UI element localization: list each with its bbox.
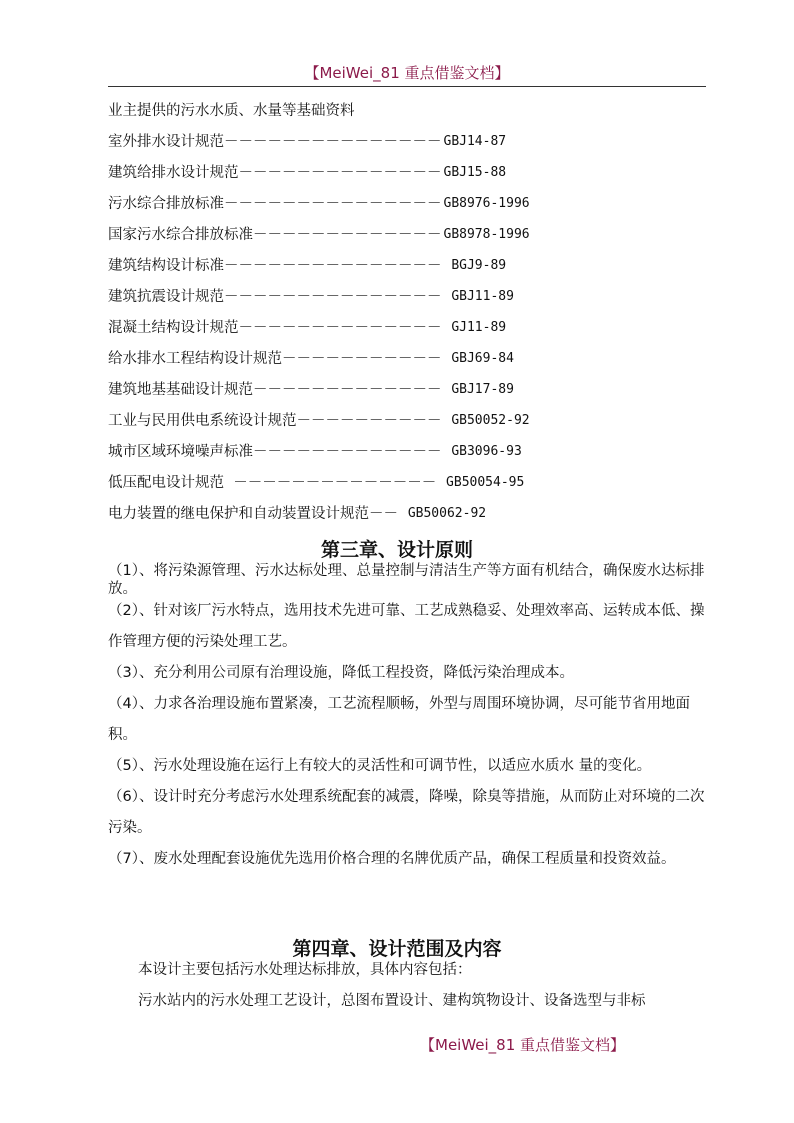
principle-3: （3）、充分利用公司原有治理设施，降低工程投资，降低污染治理成本。 xyxy=(108,665,574,681)
standard-row xyxy=(108,374,708,405)
standard-name: 城市区域环境噪声标准 xyxy=(108,443,253,460)
standard-row xyxy=(108,126,708,157)
standard-code: GB8978-1996 xyxy=(443,226,530,242)
standard-name: 低压配电设计规范 xyxy=(108,474,234,491)
standard-name: 工业与民用供电系统设计规范 xyxy=(108,412,297,429)
standard-name: 建筑抗震设计规范 xyxy=(108,288,224,305)
standard-row xyxy=(108,343,708,374)
scope-line-2: 污水站内的污水处理工艺设计，总图布置设计、建构筑物设计、设备选型与非标 xyxy=(138,993,646,1009)
standard-dashes: －－－－－－－－－－－－－－ xyxy=(233,474,437,491)
chapter-3-title: 第三章、设计原则 xyxy=(320,539,473,561)
standard-dashes: －－－－－－－－－－－－－－－ xyxy=(224,288,442,305)
standard-row xyxy=(108,312,708,343)
standard-code: GBJ69-84 xyxy=(443,350,514,366)
standard-dashes: －－－－－－－－－－－－－－ xyxy=(238,164,442,181)
standard-name: 混凝土结构设计规范 xyxy=(108,319,239,336)
standard-code: GJ11-89 xyxy=(443,319,507,335)
standard-dashes: －－－－－－－－－－－－－ xyxy=(253,226,442,243)
standard-row xyxy=(108,436,708,467)
standard-code: GB50052-92 xyxy=(443,412,530,428)
standard-dashes: －－－－－－－－－－－－－－－ xyxy=(224,195,442,212)
principle-5: （5）、污水处理设施在运行上有较大的灵活性和可调节性，以适应水质水 量的变化。 xyxy=(108,758,652,774)
standard-dashes: －－－－－－－－－－－－－－－ xyxy=(224,257,442,274)
standard-dashes: －－－－－－－－－－－－－ xyxy=(253,381,442,398)
standard-name: 建筑给排水设计规范 xyxy=(108,164,239,181)
standard-code: GB50054-95 xyxy=(438,474,525,490)
standard-row xyxy=(108,498,708,529)
standard-row xyxy=(108,219,708,250)
standard-dashes: －－－－－－－－－－－ xyxy=(282,350,442,367)
chapter-4-title: 第四章、设计范围及内容 xyxy=(292,938,502,960)
standard-row xyxy=(108,405,708,436)
standard-code: GBJ17-89 xyxy=(443,381,514,397)
principle-2: （2）、针对该厂污水特点，选用技术先进可靠、工艺成熟稳妥、处理效率高、运转成本低、操作管理方便的污染处理工艺。 xyxy=(108,603,705,650)
standard-dashes: －－－－－－－－－－ xyxy=(296,412,442,429)
standard-dashes: －－ xyxy=(369,505,398,522)
standard-code: BGJ9-89 xyxy=(443,257,507,273)
standard-dashes: －－－－－－－－－－－－－ xyxy=(253,443,442,460)
intro-text: 业主提供的污水水质、水量等基础资料 xyxy=(108,102,355,119)
standard-code: GB3096-93 xyxy=(443,443,522,459)
standard-code: GBJ11-89 xyxy=(443,288,514,304)
standard-row xyxy=(108,188,708,219)
standard-row xyxy=(108,157,708,188)
standard-row xyxy=(108,467,708,498)
intro-line xyxy=(108,95,708,126)
page-header: 【MeiWei_81 重点借鉴文档】 xyxy=(108,62,706,87)
principle-1: （1）、将污染源管理、污水达标处理、总量控制与清洁生产等方面有机结合，确保废水达标排放。 xyxy=(108,563,705,597)
standards-list xyxy=(108,95,708,529)
standard-code: GB8976-1996 xyxy=(443,195,530,211)
standard-dashes: －－－－－－－－－－－－－－－ xyxy=(224,133,442,150)
standard-code: GBJ15-88 xyxy=(443,164,507,180)
standard-name: 国家污水综合排放标准 xyxy=(108,226,253,243)
principle-4: （4）、力求各治理设施布置紧凑，工艺流程顺畅，外型与周围环境协调，尽可能节省用地面积。 xyxy=(108,696,690,743)
standard-row xyxy=(108,281,708,312)
standard-name: 室外排水设计规范 xyxy=(108,133,224,150)
standard-name: 建筑结构设计标准 xyxy=(108,257,224,274)
standard-dashes: －－－－－－－－－－－－－－ xyxy=(238,319,442,336)
standard-row xyxy=(108,250,708,281)
standard-name: 建筑地基基础设计规范 xyxy=(108,381,253,398)
standard-name: 给水排水工程结构设计规范 xyxy=(108,350,282,367)
standard-code: GB50062-92 xyxy=(400,505,487,521)
standard-code: GBJ14-87 xyxy=(443,133,507,149)
principle-6: （6）、设计时充分考虑污水处理系统配套的减震，降噪，除臭等措施，从而防止对环境的二次污染。 xyxy=(108,789,705,836)
page-footer: 【MeiWei_81 重点借鉴文档】 xyxy=(420,1036,626,1054)
principle-7: （7）、废水处理配套设施优先选用价格合理的名牌优质产品，确保工程质量和投资效益。 xyxy=(108,851,676,867)
standard-name: 电力装置的继电保护和自动装置设计规范 xyxy=(108,505,369,522)
standard-name: 污水综合排放标准 xyxy=(108,195,224,212)
scope-line-1: 本设计主要包括污水处理达标排放，具体内容包括： xyxy=(138,962,472,978)
